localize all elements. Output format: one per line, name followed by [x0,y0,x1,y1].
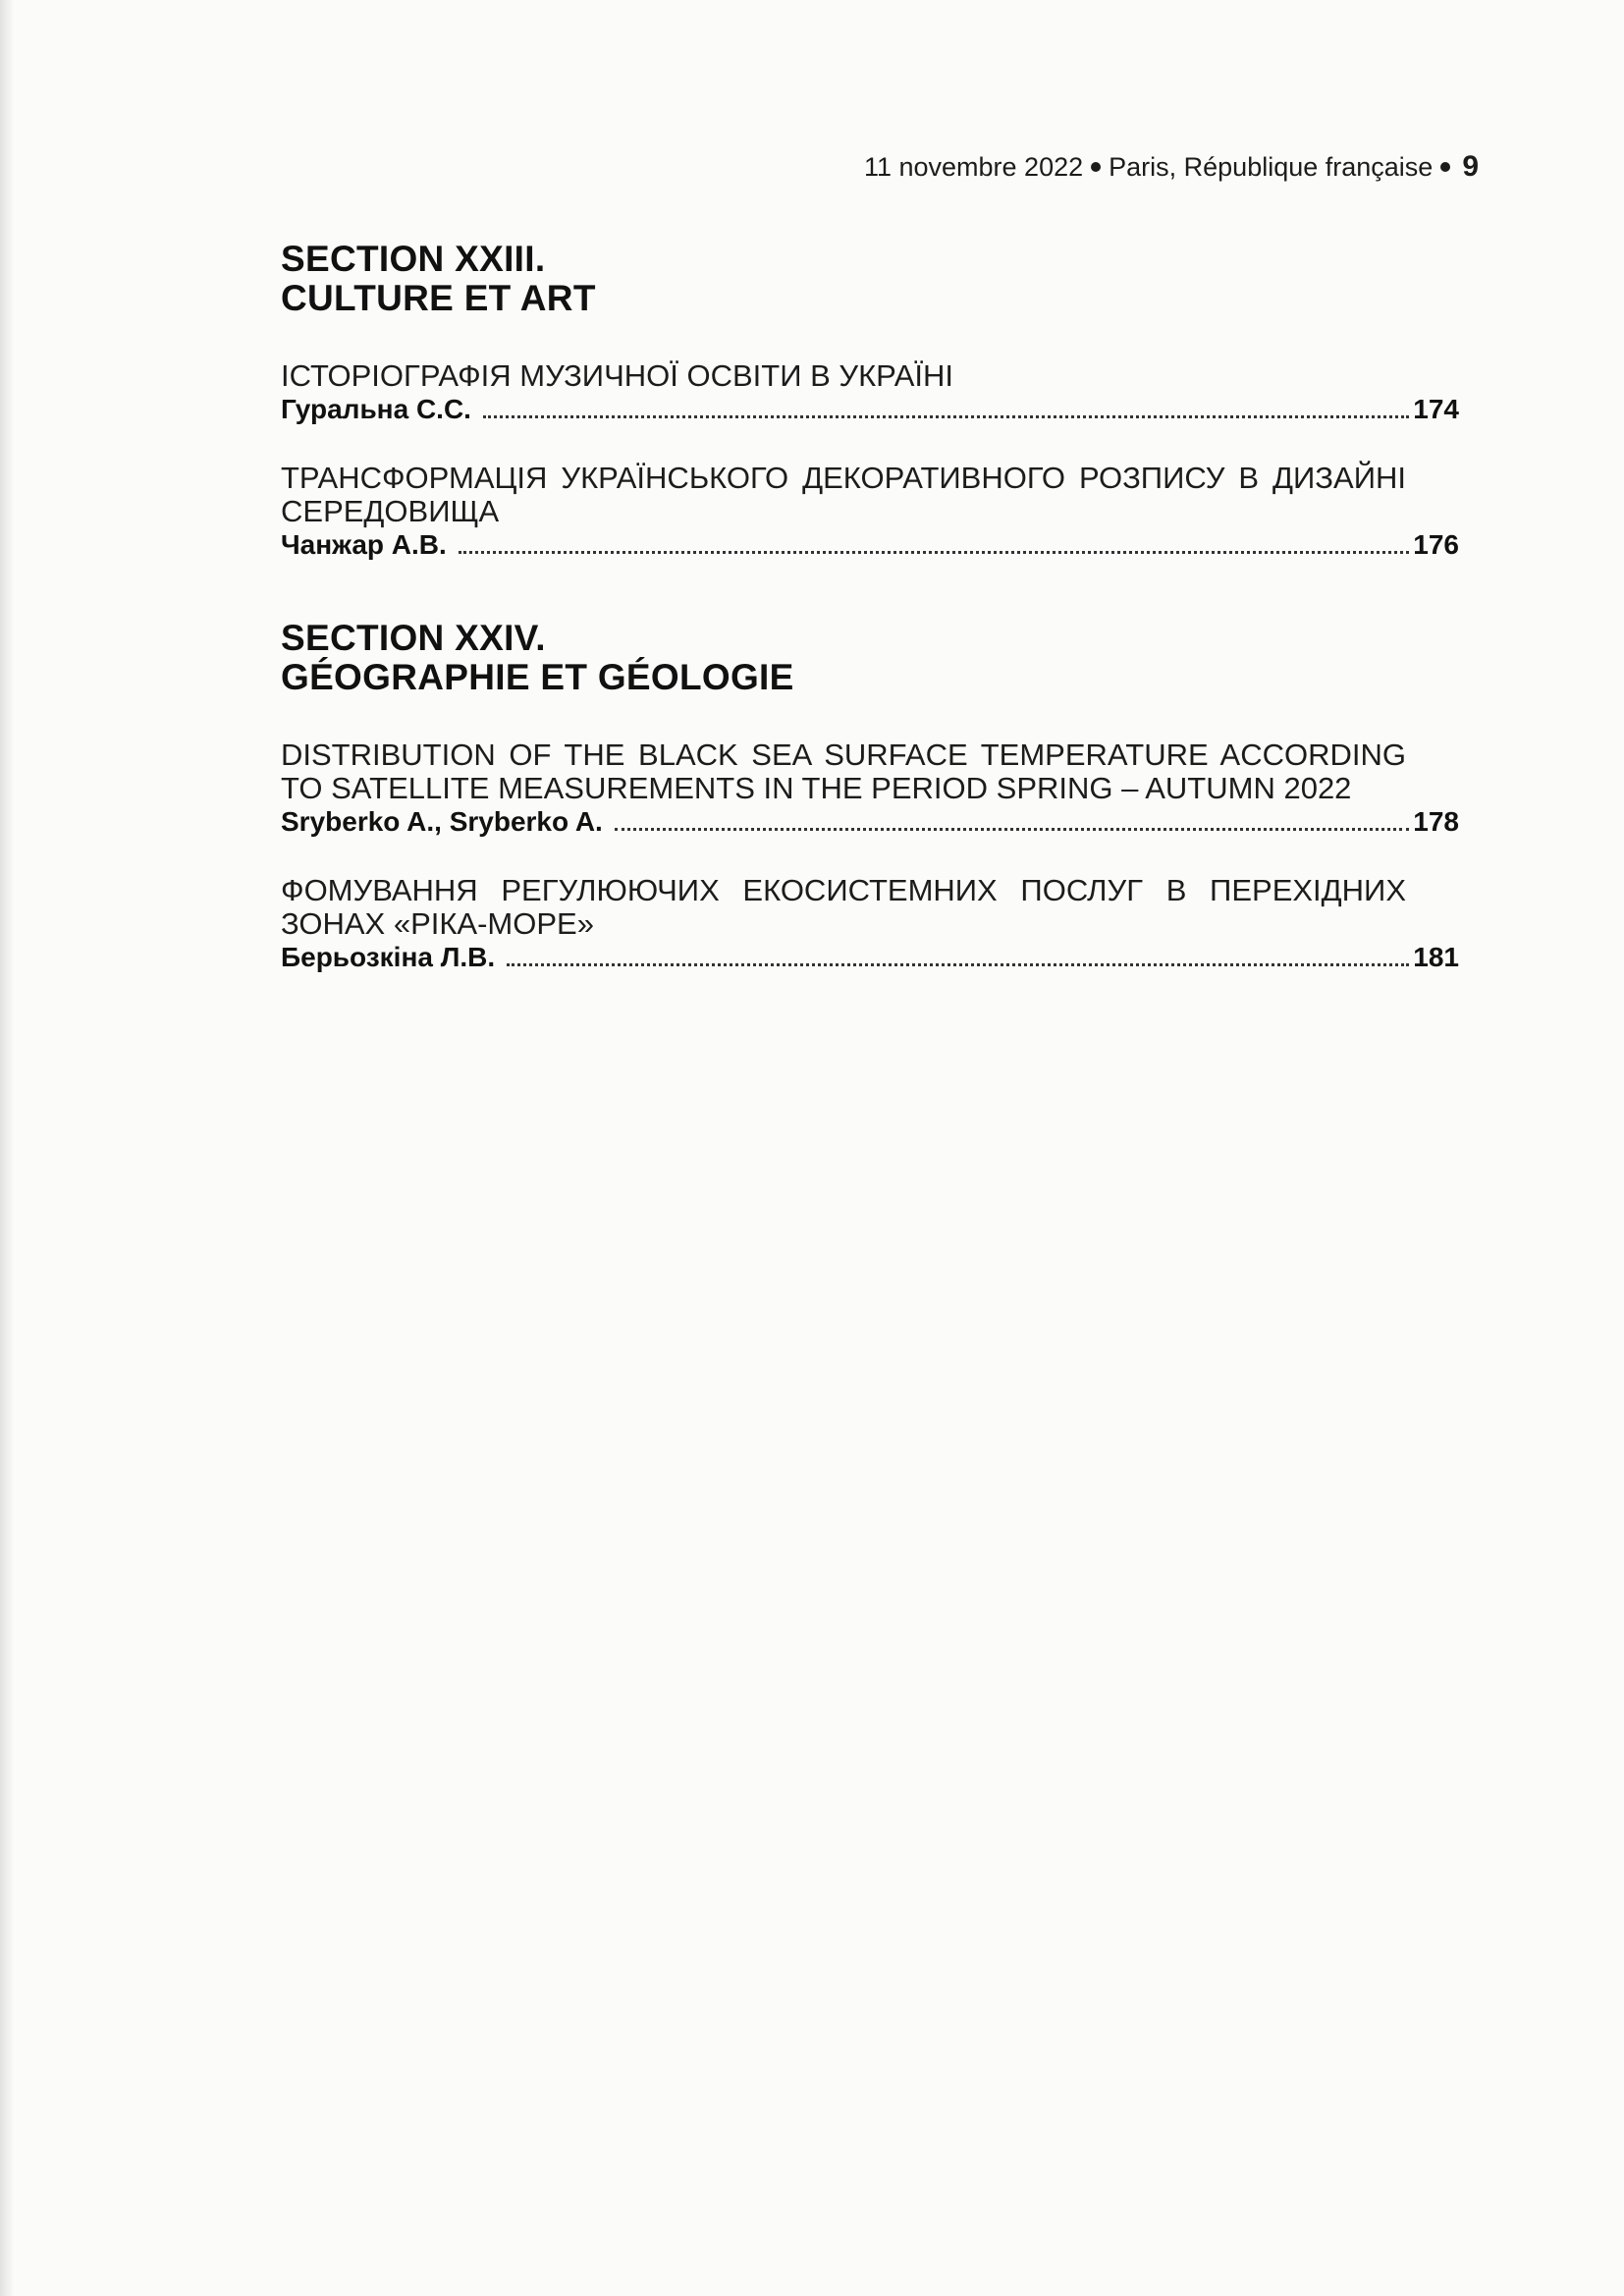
entry-title: DISTRIBUTION OF THE BLACK SEA SURFACE TEMPERATURE ACCORDING TO SATELLITE MEASUREMENTS IN THE PERIOD SPRING – AUTUMN 2022 [281,738,1406,805]
entry-author: Sryberko A., Sryberko A. [281,806,603,837]
entry-line [281,805,1459,839]
toc-section [281,619,1459,974]
entry-page-number: 181 [1413,942,1459,972]
section-name: GÉOGRAPHIE ET GÉOLOGIE [281,657,794,697]
entry-line [281,941,1459,974]
entry-page-number: 176 [1413,529,1459,560]
toc-entry[interactable] [281,738,1459,839]
entry-author: Гуральна С.С. [281,394,471,424]
header-place: Paris, République française [1109,152,1434,182]
bullet-icon [1091,162,1101,172]
toc-section [281,240,1459,562]
dot-leader [507,962,1409,966]
entry-author: Чанжар А.В. [281,529,447,560]
dot-leader [615,827,1409,831]
header-date: 11 novembre 2022 [863,152,1084,182]
header-page-number: 9 [1462,150,1479,183]
entry-author: Берьозкіна Л.В. [281,942,496,972]
section-heading [281,240,1459,318]
dot-leader [483,414,1409,418]
entry-page-number: 178 [1413,806,1459,837]
entry-title: ТРАНСФОРМАЦІЯ УКРАЇНСЬКОГО ДЕКОРАТИВНОГО РОЗПИСУ В ДИЗАЙНІ СЕРЕДОВИЩА [281,461,1406,528]
toc-entry[interactable] [281,874,1459,974]
dot-leader [459,550,1409,554]
entry-page-number: 174 [1413,394,1459,424]
entry-title: ФОМУВАННЯ РЕГУЛЮЮЧИХ ЕКОСИСТЕМНИХ ПОСЛУГ В ПЕРЕХІДНИХ ЗОНАХ «РІКА-МОРЕ» [281,873,1406,941]
running-header [864,149,1479,185]
toc-entry[interactable] [281,359,1459,426]
toc-entry[interactable] [281,462,1459,562]
table-of-contents [281,240,1459,1031]
entry-title: ІСТОРІОГРАФІЯ МУЗИЧНОЇ ОСВІТИ В УКРАЇНІ [281,358,954,393]
entry-line [281,393,1459,426]
section-name: CULTURE ET ART [281,278,596,318]
entry-line [281,528,1459,562]
bullet-icon [1440,162,1450,172]
scan-edge-shadow [0,0,14,2296]
section-heading [281,619,1459,697]
section-number: SECTION XXIII. [281,239,546,279]
section-number: SECTION XXIV. [281,618,546,658]
